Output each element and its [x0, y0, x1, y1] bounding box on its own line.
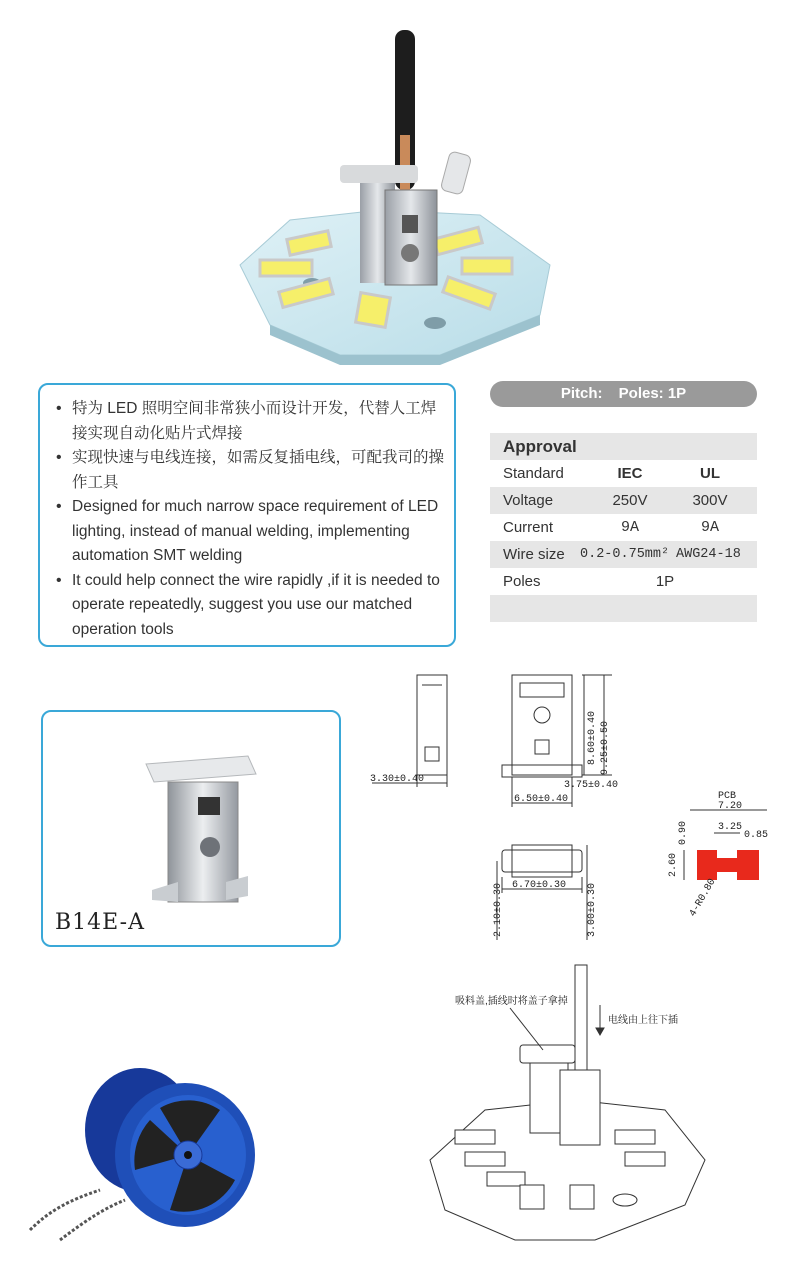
cell-value: 250V	[612, 492, 648, 509]
feature-item: • It could help connect the wire rapidly ,if it is needed to operate repeatedly, suggest you use our matched operation tools	[54, 569, 444, 643]
row-label: Voltage	[503, 492, 554, 509]
dim-label: 3.30±0.40	[370, 774, 425, 785]
dim-label: 7.20	[718, 801, 743, 812]
row-label: Standard	[503, 465, 564, 482]
cap-note: 吸料盖,插线时将盖子拿掉	[455, 996, 568, 1007]
approval-table	[490, 433, 757, 622]
feature-item: • 特为 LED 照明空间非常狭小而设计开发，代替人工焊接实现自动化贴片式焊接	[54, 397, 444, 446]
iec-header: IEC	[617, 465, 643, 482]
poles-label: Poles: 1P	[618, 385, 687, 402]
reel-photo	[10, 1060, 260, 1250]
dim-label: 3.00±0.30	[587, 882, 598, 937]
table-row	[490, 595, 757, 622]
dim-label: 3.75±0.40	[564, 780, 619, 791]
feature-item: • Designed for much narrow space requirement of LED lighting, instead of manual welding, implementing automation SMT welding	[54, 495, 444, 569]
dim-label: 6.50±0.40	[514, 794, 569, 805]
feature-box	[38, 383, 456, 647]
technical-drawing	[362, 665, 782, 950]
dim-label: 0.85	[744, 830, 769, 841]
part-box	[41, 710, 341, 947]
dim-label: 6.70±0.30	[512, 880, 567, 891]
pitch-label: Pitch:	[560, 385, 603, 402]
product-photo-led-board	[230, 25, 560, 365]
dim-label: 8.60±0.40	[587, 710, 598, 765]
dim-label: 4-R0.80	[687, 877, 719, 919]
table-row	[490, 541, 757, 568]
part-number: B14E-A	[55, 910, 145, 935]
pcb-label: PCB	[718, 791, 737, 802]
ul-header: UL	[700, 465, 720, 482]
feature-item: • 实现快速与电线连接，如需反复插电线，可配我司的操作工具	[54, 446, 444, 495]
assembly-diagram	[425, 960, 710, 1245]
table-row	[490, 433, 757, 460]
table-row	[490, 514, 757, 541]
cell-value: 9A	[620, 519, 639, 536]
cell-value: 1P	[655, 573, 675, 590]
row-label: Poles	[503, 573, 541, 590]
dim-label: 9.25±0.50	[600, 720, 611, 775]
wire-note: 电线由上往下插	[608, 1015, 678, 1026]
approval-title: Approval	[503, 437, 577, 456]
table-row	[490, 568, 757, 595]
dim-label: 2.60	[668, 852, 679, 877]
dim-label: 0.90	[678, 820, 689, 845]
pitch-poles-bar	[490, 381, 757, 407]
dim-label: 2.10±0.30	[493, 882, 504, 937]
table-row	[490, 487, 757, 514]
cell-value: 0.2-0.75mm²	[580, 547, 670, 562]
cell-value: 300V	[692, 492, 728, 509]
feature-list	[54, 397, 444, 642]
row-label: Wire size	[503, 546, 565, 563]
cell-value: AWG24-18	[676, 547, 741, 562]
dim-label: 3.25	[718, 822, 743, 833]
cell-value: 9A	[700, 519, 719, 536]
table-row	[490, 460, 757, 487]
row-label: Current	[503, 519, 554, 536]
part-photo	[138, 742, 268, 912]
